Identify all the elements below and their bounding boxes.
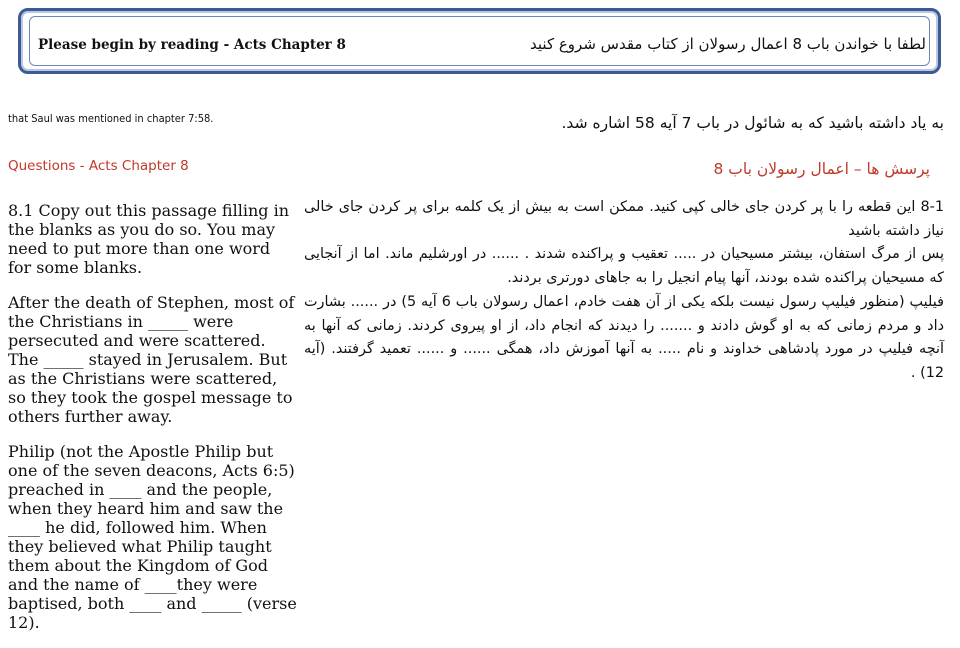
english-paragraph-instruction: 8.1 Copy out this passage filling in the blanks as you do so. You may need to put more than one word for some blanks. (8, 201, 289, 277)
english-questions-heading: Questions - Acts Chapter 8 (8, 158, 189, 174)
persian-questions-heading: پرسش ها – اعمال رسولان باب 8 (713, 160, 930, 178)
english-paragraph-philip: Philip (not the Apostle Philip but one of the seven deacons, Acts 6:5) preached in ____ and the people, when they heard him and saw the ____ he did, followed him. When they believed what Philip taught them about the Kingdom of God and the name of ____they were baptised, both ____ and _____ (verse 12). (8, 442, 297, 632)
english-paragraph-stephen: After the death of Stephen, most of the Christians in _____ were persecuted and were scattered. The _____ stayed in Jerusalem. But as the Christians were scattered, so they took the gospel message to others further away. (8, 293, 295, 426)
persian-intro: به یاد داشته باشید که به شائول در باب 7 آیه 58 اشاره شد. (561, 114, 944, 132)
english-intro: that Saul was mentioned in chapter 7:58. (8, 112, 214, 125)
persian-body (304, 196, 944, 386)
persian-paragraph-stephen: پس از مرگ استفان، بیشتر مسیحیان در ..... تعقیب و پراکنده شدند . ...... در اورشلیم ماند. اما از آنجایی که مسیحیان پراکنده شده بودند، آنها پیام انجیل را به جاهای دورتری بردند. (304, 246, 944, 287)
persian-title: لطفا با خواندن باب 8 اعمال رسولان از کتاب مقدس شروع کنید (530, 35, 926, 53)
english-body (8, 185, 298, 648)
persian-paragraph-instruction: 8-1 این قطعه را با پر کردن جای خالی کپی کنید. ممکن است به بیش از یک کلمه برای پر کردن جای خالی نیاز داشته باشید (304, 199, 944, 239)
english-title: Please begin by reading - Acts Chapter 8 (38, 37, 346, 53)
persian-paragraph-philip: فیلیپ (منظور فیلیپ رسول نیست بلکه یکی از آن هفت خادم، اعمال رسولان باب 6 آیه 5) در ...... بشارت داد و مردم زمانی که به او گوش دادند و ....... را دیدند که انجام داد، از او پیروی کردند. زمانی که آنها به آنچه فیلیپ در مورد پادشاهی خداوند و نام ..... به آنها آموزش داد، همگی ...... و ...... تعمید گرفتند. (آیه 12) . (304, 293, 944, 381)
